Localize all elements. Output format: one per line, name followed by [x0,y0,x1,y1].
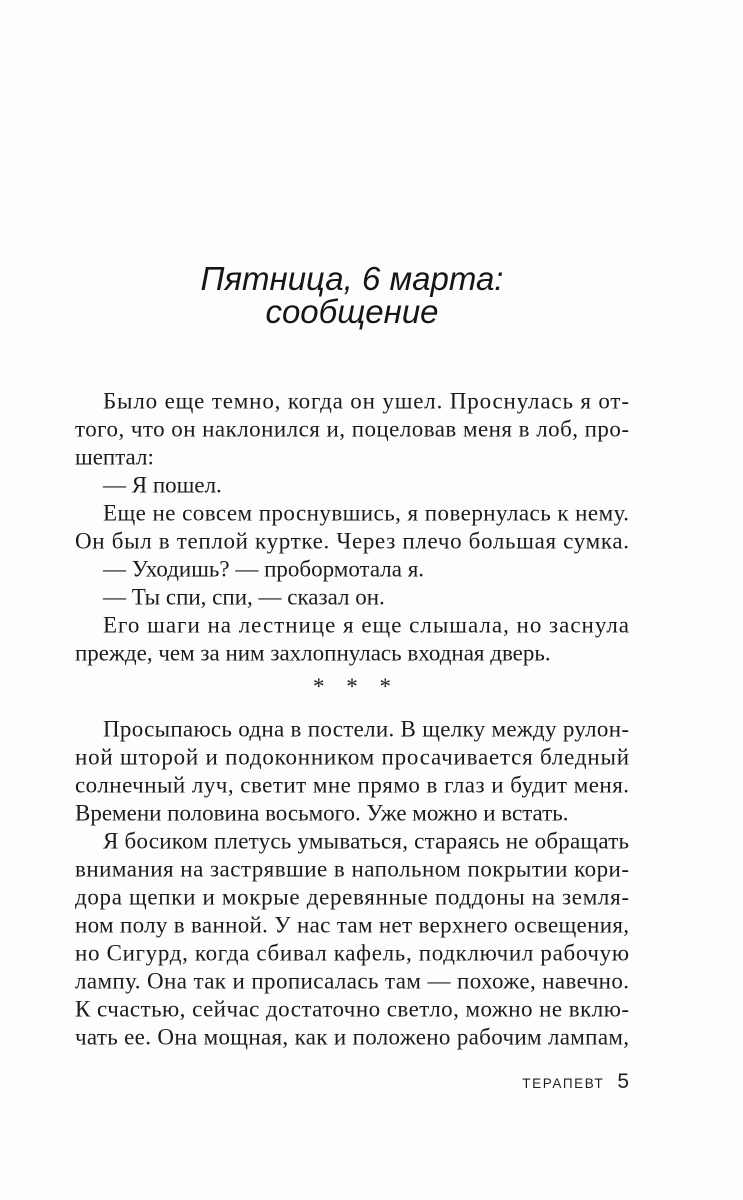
svg-text:внимания на застрявшие в напол: внимания на застрявшие в напольном покрытии кори- [75,856,629,882]
text-line [75,611,629,639]
svg-text:Было еще темно, когда он ушел.: Было еще темно, когда он ушел. Проснулась я от- [103,388,629,414]
page-number: 5 [617,1070,629,1093]
text-line [75,499,629,527]
svg-text:Его шаги на лестнице я еще слы: Его шаги на лестнице я еще слышала, но заснула [103,612,629,638]
text-line [75,555,629,583]
svg-text:— Я пошел.: — Я пошел. [103,472,222,498]
text-line [75,883,629,911]
text-line [75,967,629,995]
chapter-title-line-1: Пятница, 6 марта: [200,260,504,297]
text-line [75,583,629,611]
svg-text:ной шторой и подоконником прос: ной шторой и подоконником просачивается бледный [75,744,629,770]
text-line [75,471,629,499]
chapter-title-line-2: сообщение [265,293,439,330]
svg-text:чать ее. Она мощная, как и пол: чать ее. Она мощная, как и положено рабочим лампам, [75,1024,629,1050]
svg-text:того, что он наклонился и, поц: того, что он наклонился и, поцеловав меня в лоб, про- [75,416,629,442]
svg-text:ном полу в ванной. У нас там н: ном полу в ванной. У нас там нет верхнего освещения, [75,912,629,938]
svg-text:К счастью, сейчас достаточно с: К счастью, сейчас достаточно светло, можно не вклю- [75,996,629,1022]
text-line [75,743,629,771]
text-line [75,527,629,555]
text-line [75,771,629,799]
svg-text:Еще не совсем проснувшись, я п: Еще не совсем проснувшись, я повернулась к нему. [103,500,629,526]
text-line [75,1023,629,1051]
running-title: ТЕРАПЕВТ [522,1076,605,1091]
text-line [75,715,629,743]
chapter-title [75,262,629,328]
svg-text:Я босиком плетусь умываться, с: Я босиком плетусь умываться, стараясь не обращать [103,828,629,854]
section-separator: * * * [313,674,391,699]
text-line [75,911,629,939]
svg-text:лампу. Она так и прописалась т: лампу. Она так и прописалась там — похоже, навечно. [75,968,629,994]
svg-text:— Ты спи, спи, — сказал он.: — Ты спи, спи, — сказал он. [103,584,385,610]
svg-text:дора щепки и мокрые деревянные: дора щепки и мокрые деревянные поддоны на земля- [75,884,629,910]
text-line [75,827,629,855]
body-text [75,387,629,1051]
text-line [75,415,629,443]
svg-text:прежде, чем за ним захлопнулас: прежде, чем за ним захлопнулась входная дверь. [75,640,551,666]
svg-text:Он был в теплой куртке. Через: Он был в теплой куртке. Через плечо большая сумка. [75,528,629,554]
svg-text:шептал:: шептал: [75,444,154,470]
svg-text:— Уходишь? — пробормотала я.: — Уходишь? — пробормотала я. [103,556,425,582]
text-line [75,855,629,883]
svg-text:солнечный луч, светит мне прям: солнечный луч, светит мне прямо в глаз и будит меня. [75,772,629,798]
text-line [75,799,629,827]
text-line [75,995,629,1023]
svg-text:Времени половина восьмого. Уже: Времени половина восьмого. Уже можно и встать. [75,800,569,826]
text-line [75,387,629,415]
text-line [75,443,629,471]
text-line [75,639,629,667]
svg-text:но Сигурд, когда сбивал кафель: но Сигурд, когда сбивал кафель, подключил рабочую [75,940,629,966]
text-line [75,939,629,967]
page-footer [522,1070,629,1094]
svg-text:Просыпаюсь одна в постели. В щ: Просыпаюсь одна в постели. В щелку между рулон- [103,716,629,742]
